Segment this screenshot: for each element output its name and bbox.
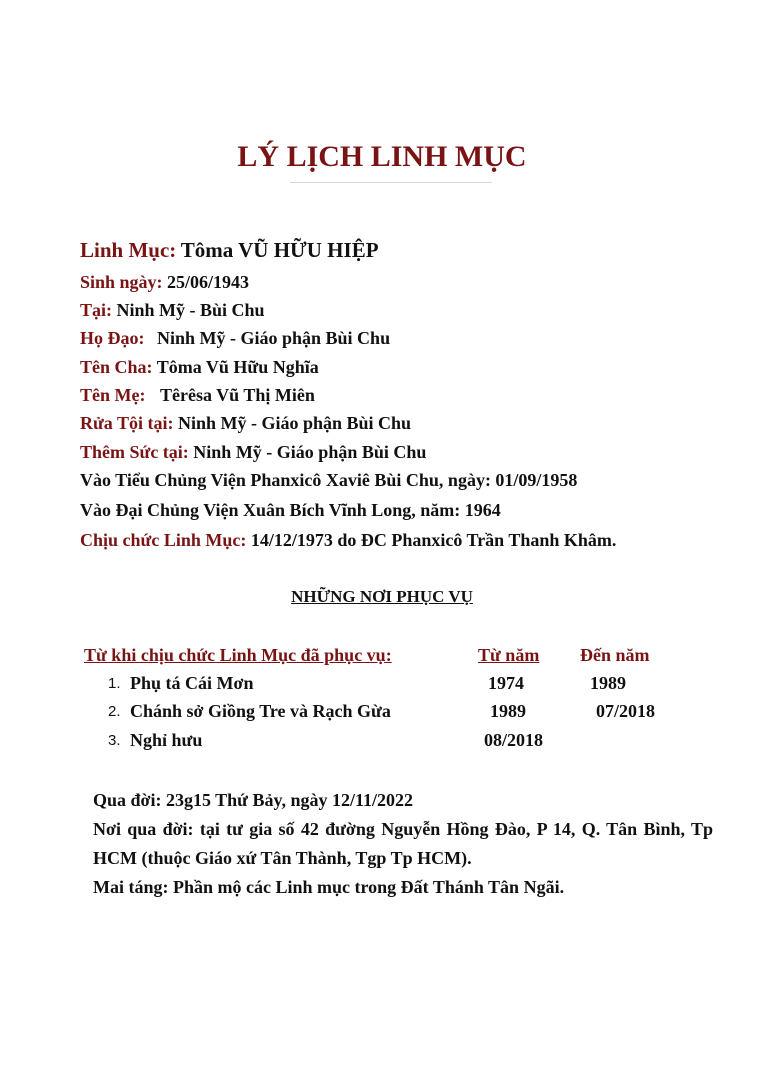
major-seminary-line (80, 500, 501, 521)
title-divider (290, 182, 492, 183)
field-label: Tên Cha: (80, 357, 153, 377)
major-seminary-text: Vào Đại Chủng Viện Xuân Bích Vĩnh Long, năm: 1964 (80, 500, 501, 520)
death-date: Qua đời: 23g15 Thứ Bảy, ngày 12/11/2022 (93, 790, 414, 810)
ordination-line (80, 530, 616, 551)
service-row-number: 1. (108, 675, 121, 692)
ordination-label: Chịu chức Linh Mục: (80, 530, 247, 550)
service-row-from: 08/2018 (484, 730, 544, 750)
field-label: Họ Đạo: (80, 328, 145, 348)
service-row-from: 1974 (488, 673, 524, 693)
service-row-place: Phụ tá Cái Mơn (130, 673, 254, 693)
priest-name-row (80, 238, 379, 263)
field-father (80, 357, 319, 378)
ordination-value: 14/12/1973 do ĐC Phanxicô Trần Thanh Khâm. (250, 530, 617, 550)
field-baptism (80, 413, 411, 434)
service-col-from: Từ năm (478, 645, 540, 665)
service-row-to: 07/2018 (596, 701, 656, 721)
field-mother (80, 385, 315, 406)
death-place: Nơi qua đời: tại tư gia số 42 đường Nguyễn Hồng Đào, P 14, Q. Tân Bình, Tp HCM (thuộc Giáo xứ Tân Thành, Tgp Tp HCM). (93, 819, 713, 868)
service-section-title: NHỮNG NƠI PHỤC VỤ (291, 587, 473, 606)
burial-place: Mai táng: Phần mộ các Linh mục trong Đất Thánh Tân Ngãi. (93, 877, 565, 897)
field-label: Rửa Tội tại: (80, 413, 174, 433)
field-value: Ninh Mỹ - Giáo phận Bùi Chu (157, 328, 391, 348)
priest-name: Tôma VŨ HỮU HIỆP (180, 238, 379, 262)
field-parish (80, 328, 390, 349)
field-value: 25/06/1943 (167, 272, 250, 292)
service-header-label: Từ khi chịu chức Linh Mục đã phục vụ: (84, 645, 392, 665)
field-confirmation (80, 442, 426, 463)
priest-label: Linh Mục: (80, 238, 177, 262)
field-value: Ninh Mỹ - Bùi Chu (116, 300, 265, 320)
service-row-to: 1989 (590, 673, 626, 693)
service-row-number: 2. (108, 703, 121, 720)
field-value: Têrêsa Vũ Thị Miên (159, 385, 315, 405)
document-title: LÝ LỊCH LINH MỤC (237, 140, 527, 173)
service-row-number: 3. (108, 732, 121, 749)
service-row-place: Nghỉ hưu (130, 730, 203, 750)
minor-seminary-line (80, 470, 577, 491)
field-label: Tại: (80, 300, 113, 320)
field-value: Ninh Mỹ - Giáo phận Bùi Chu (193, 442, 427, 462)
field-value: Tôma Vũ Hữu Nghĩa (156, 357, 319, 377)
minor-seminary-text: Vào Tiểu Chủng Viện Phanxicô Xaviê Bùi Chu, ngày: 01/09/1958 (80, 470, 578, 490)
service-col-to: Đến năm (580, 645, 650, 665)
field-birth-place (80, 300, 265, 321)
field-value: Ninh Mỹ - Giáo phận Bùi Chu (177, 413, 412, 433)
field-birth-date (80, 272, 249, 293)
field-label: Thêm Sức tại: (80, 442, 189, 462)
field-label: Sinh ngày: (80, 272, 163, 292)
field-label: Tên Mẹ: (80, 385, 146, 405)
service-row-from: 1989 (490, 701, 526, 721)
service-row-place: Chánh sở Giồng Tre và Rạch Gừa (130, 701, 391, 721)
